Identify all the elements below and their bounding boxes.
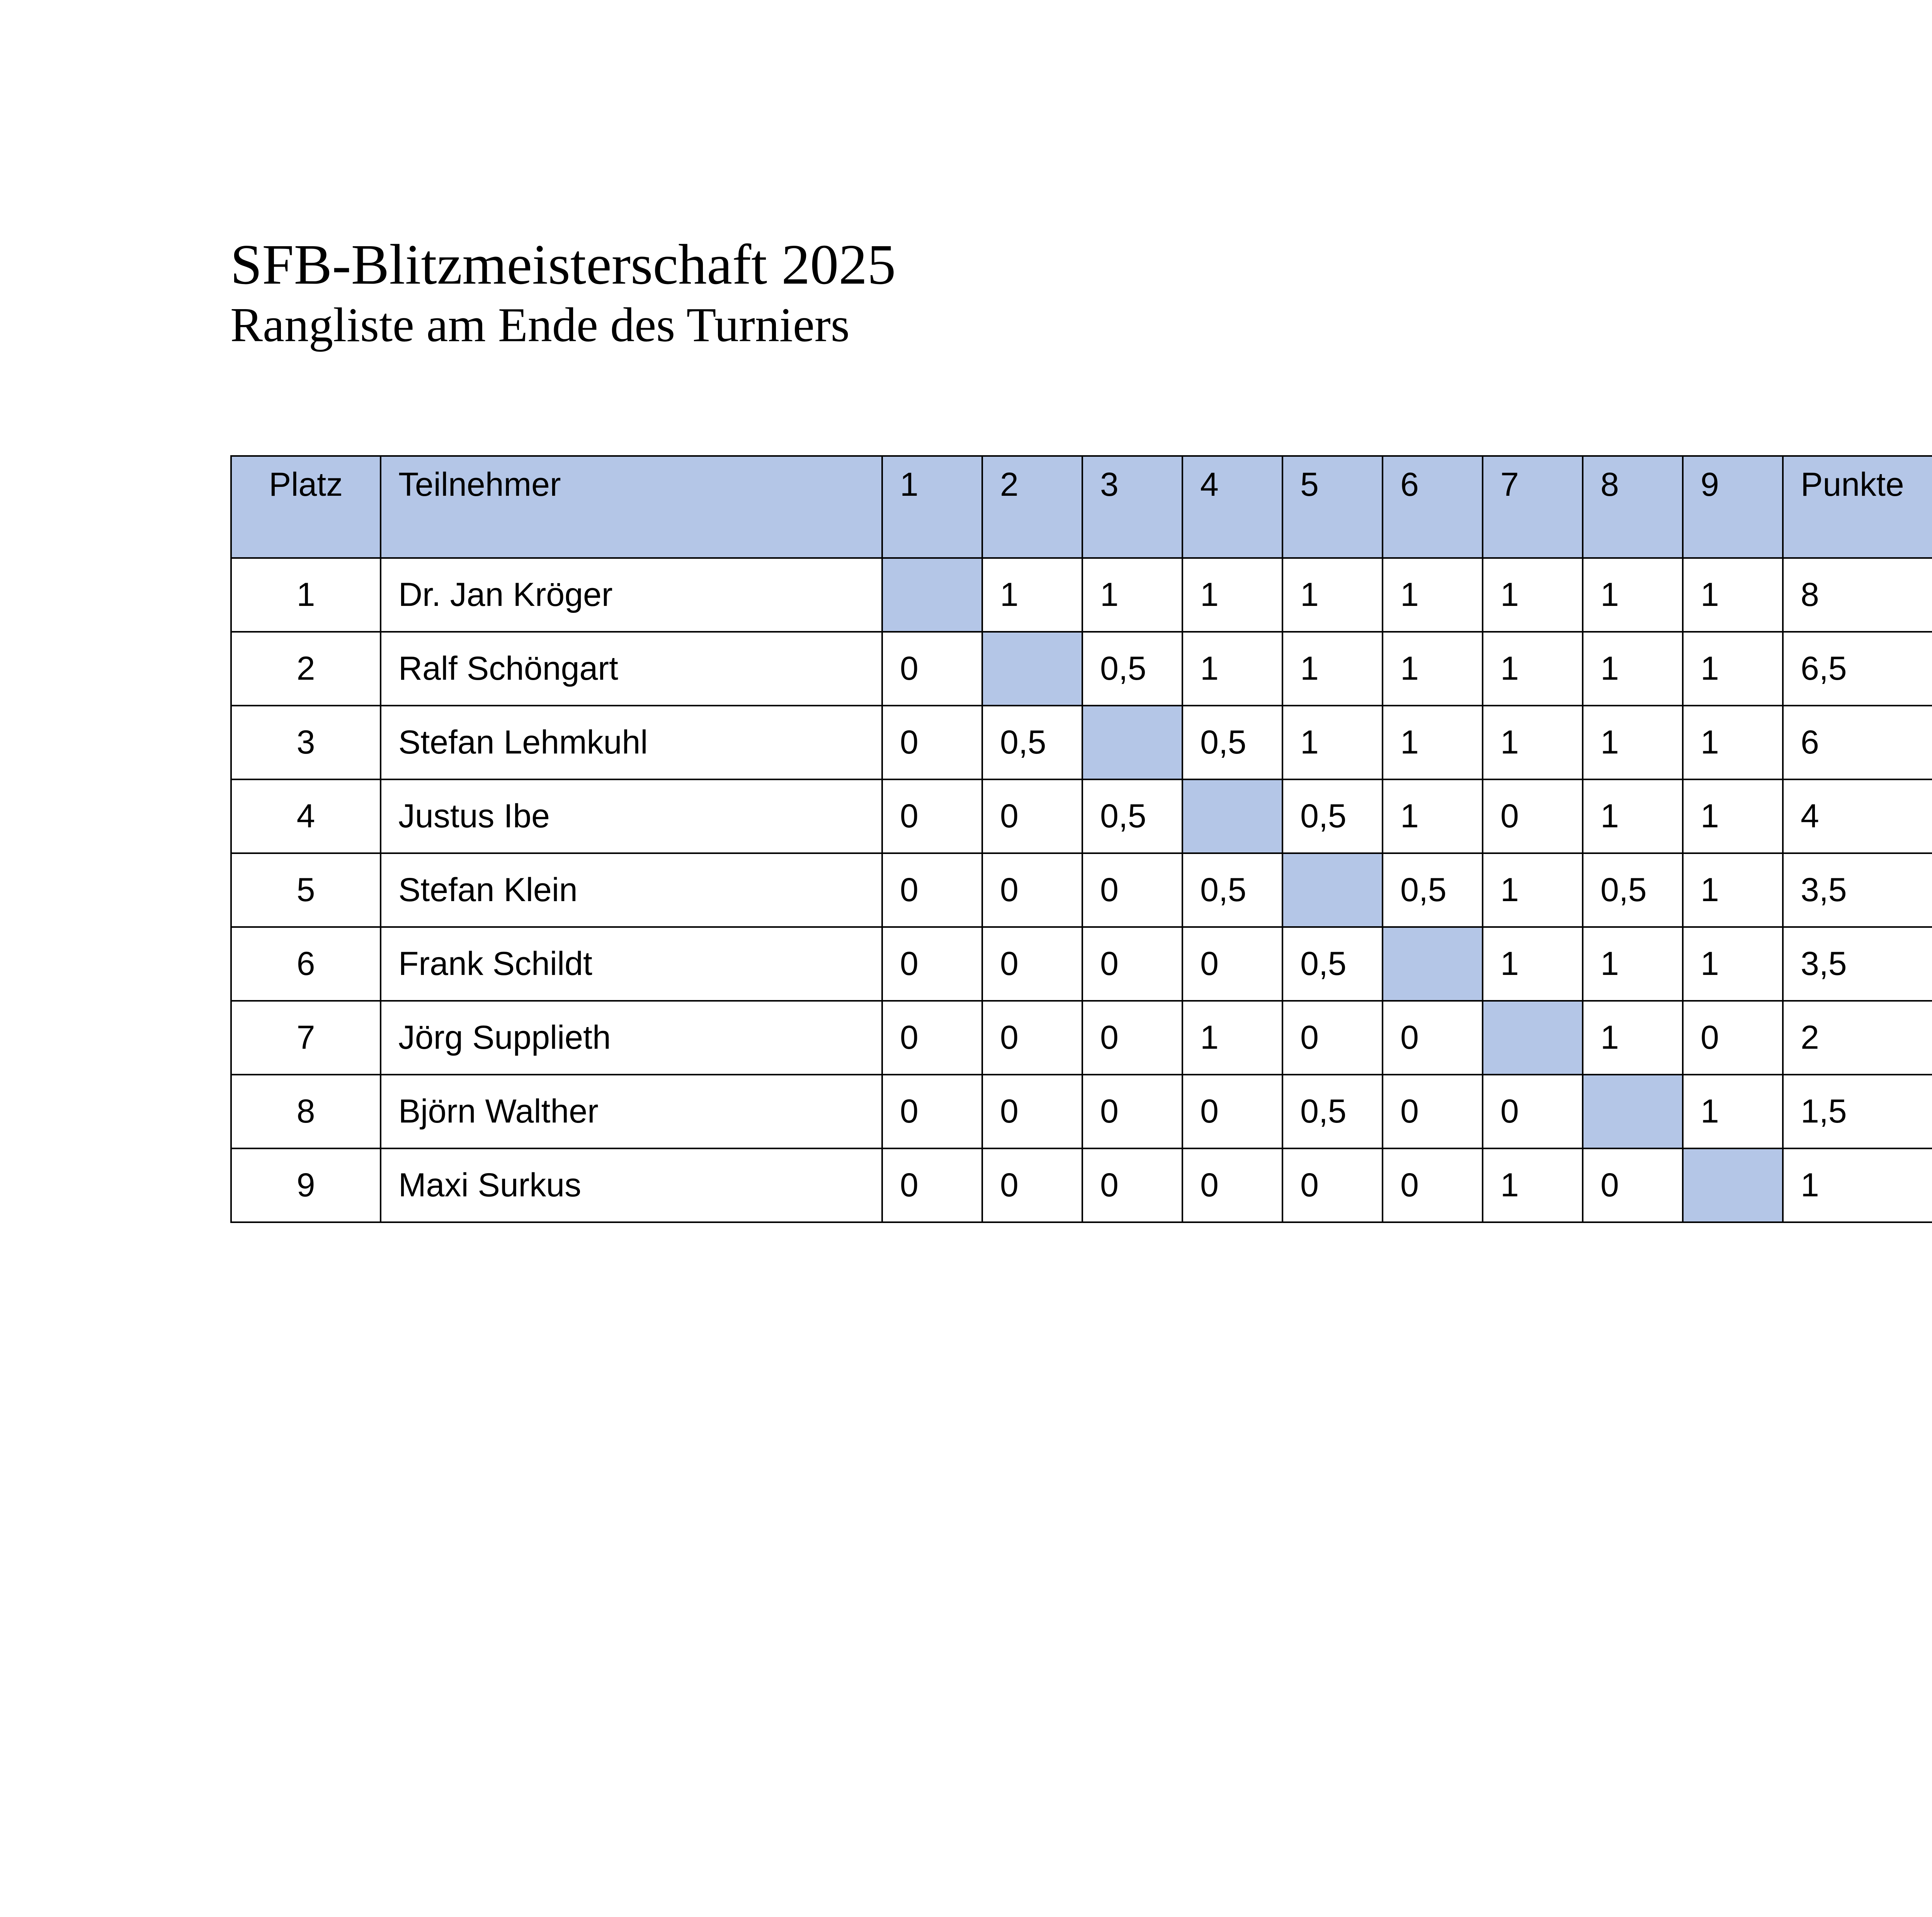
result-cell: 0 bbox=[882, 1001, 982, 1075]
result-cell: 0 bbox=[1082, 927, 1182, 1001]
diagonal-cell bbox=[1182, 779, 1282, 853]
result-cell: 0 bbox=[882, 632, 982, 706]
result-cell: 1 bbox=[1683, 706, 1783, 779]
result-cell: 0 bbox=[1182, 1148, 1282, 1222]
table-row bbox=[231, 853, 1932, 927]
result-cell: 0 bbox=[1583, 1148, 1683, 1222]
result-cell: 0 bbox=[1082, 1001, 1182, 1075]
result-cell: 0 bbox=[1483, 779, 1583, 853]
col-round-4-header: 4 bbox=[1182, 456, 1282, 558]
diagonal-cell bbox=[1483, 1001, 1583, 1075]
document-title: SFB-Blitzmeisterschaft 2025 bbox=[230, 233, 896, 296]
table-row bbox=[231, 927, 1932, 1001]
participant-cell: Maxi Surkus bbox=[381, 1148, 882, 1222]
table-row bbox=[231, 558, 1932, 632]
result-cell: 0,5 bbox=[1383, 853, 1483, 927]
table-row bbox=[231, 706, 1932, 779]
points-cell: 8 bbox=[1783, 558, 1932, 632]
participant-cell: Ralf Schöngart bbox=[381, 632, 882, 706]
place-cell: 9 bbox=[231, 1148, 381, 1222]
col-round-8-header: 8 bbox=[1583, 456, 1683, 558]
participant-cell: Justus Ibe bbox=[381, 779, 882, 853]
diagonal-cell bbox=[1282, 853, 1383, 927]
result-cell: 0,5 bbox=[1282, 779, 1383, 853]
result-cell: 0 bbox=[1483, 1075, 1583, 1148]
result-cell: 0 bbox=[882, 1148, 982, 1222]
result-cell: 1 bbox=[1282, 632, 1383, 706]
result-cell: 1 bbox=[1483, 853, 1583, 927]
result-cell: 0 bbox=[1082, 1075, 1182, 1148]
result-cell: 0 bbox=[1683, 1001, 1783, 1075]
table-body bbox=[231, 558, 1932, 1222]
col-round-7-header: 7 bbox=[1483, 456, 1583, 558]
result-cell: 1 bbox=[1483, 632, 1583, 706]
result-cell: 1 bbox=[1583, 927, 1683, 1001]
result-cell: 0 bbox=[1182, 927, 1282, 1001]
result-cell: 1 bbox=[1683, 632, 1783, 706]
points-cell: 1 bbox=[1783, 1148, 1932, 1222]
result-cell: 1 bbox=[1182, 632, 1282, 706]
result-cell: 1 bbox=[1383, 632, 1483, 706]
place-cell: 3 bbox=[231, 706, 381, 779]
result-cell: 1 bbox=[1683, 779, 1783, 853]
place-cell: 6 bbox=[231, 927, 381, 1001]
result-cell: 1 bbox=[1483, 706, 1583, 779]
participant-cell: Stefan Klein bbox=[381, 853, 882, 927]
place-cell: 4 bbox=[231, 779, 381, 853]
participant-cell: Stefan Lehmkuhl bbox=[381, 706, 882, 779]
result-cell: 0 bbox=[1383, 1001, 1483, 1075]
result-cell: 0 bbox=[882, 706, 982, 779]
result-cell: 1 bbox=[1683, 853, 1783, 927]
table-row bbox=[231, 1148, 1932, 1222]
result-cell: 1 bbox=[1583, 779, 1683, 853]
result-cell: 0 bbox=[1282, 1148, 1383, 1222]
participant-cell: Jörg Supplieth bbox=[381, 1001, 882, 1075]
header-row bbox=[231, 456, 1932, 558]
diagonal-cell bbox=[882, 558, 982, 632]
participant-cell: Björn Walther bbox=[381, 1075, 882, 1148]
result-cell: 0,5 bbox=[1282, 1075, 1383, 1148]
place-cell: 7 bbox=[231, 1001, 381, 1075]
result-cell: 0 bbox=[1082, 853, 1182, 927]
result-cell: 0,5 bbox=[1182, 706, 1282, 779]
points-cell: 2 bbox=[1783, 1001, 1932, 1075]
participant-cell: Dr. Jan Kröger bbox=[381, 558, 882, 632]
result-cell: 1 bbox=[1583, 1001, 1683, 1075]
points-cell: 3,5 bbox=[1783, 927, 1932, 1001]
result-cell: 1 bbox=[1583, 632, 1683, 706]
table-row bbox=[231, 1075, 1932, 1148]
place-cell: 8 bbox=[231, 1075, 381, 1148]
table-row bbox=[231, 1001, 1932, 1075]
result-cell: 0 bbox=[982, 1075, 1082, 1148]
result-cell: 1 bbox=[982, 558, 1082, 632]
result-cell: 0,5 bbox=[1082, 632, 1182, 706]
place-cell: 2 bbox=[231, 632, 381, 706]
col-round-6-header: 6 bbox=[1383, 456, 1483, 558]
result-cell: 0 bbox=[982, 927, 1082, 1001]
result-cell: 0,5 bbox=[982, 706, 1082, 779]
diagonal-cell bbox=[1082, 706, 1182, 779]
points-cell: 1,5 bbox=[1783, 1075, 1932, 1148]
result-cell: 0 bbox=[1383, 1148, 1483, 1222]
result-cell: 0,5 bbox=[1282, 927, 1383, 1001]
result-cell: 0 bbox=[1383, 1075, 1483, 1148]
result-cell: 0 bbox=[1282, 1001, 1383, 1075]
document-heading bbox=[230, 232, 896, 354]
result-cell: 0,5 bbox=[1182, 853, 1282, 927]
result-cell: 0 bbox=[882, 927, 982, 1001]
result-cell: 0 bbox=[1082, 1148, 1182, 1222]
points-cell: 6,5 bbox=[1783, 632, 1932, 706]
table-header bbox=[231, 456, 1932, 558]
diagonal-cell bbox=[1683, 1148, 1783, 1222]
document-subtitle: Rangliste am Ende des Turniers bbox=[230, 298, 850, 352]
col-round-3-header: 3 bbox=[1082, 456, 1182, 558]
result-cell: 1 bbox=[1583, 706, 1683, 779]
place-cell: 5 bbox=[231, 853, 381, 927]
col-round-5-header: 5 bbox=[1282, 456, 1383, 558]
result-cell: 1 bbox=[1683, 927, 1783, 1001]
result-cell: 0 bbox=[882, 853, 982, 927]
col-points-header: Punkte bbox=[1783, 456, 1932, 558]
result-cell: 1 bbox=[1182, 1001, 1282, 1075]
standings-table bbox=[230, 455, 1932, 1223]
result-cell: 1 bbox=[1282, 706, 1383, 779]
points-cell: 4 bbox=[1783, 779, 1932, 853]
result-cell: 0 bbox=[882, 779, 982, 853]
col-round-2-header: 2 bbox=[982, 456, 1082, 558]
result-cell: 1 bbox=[1383, 779, 1483, 853]
result-cell: 0 bbox=[982, 853, 1082, 927]
result-cell: 0 bbox=[982, 1001, 1082, 1075]
points-cell: 3,5 bbox=[1783, 853, 1932, 927]
result-cell: 1 bbox=[1483, 558, 1583, 632]
result-cell: 1 bbox=[1182, 558, 1282, 632]
result-cell: 0,5 bbox=[1082, 779, 1182, 853]
result-cell: 0 bbox=[1182, 1075, 1282, 1148]
participant-cell: Frank Schildt bbox=[381, 927, 882, 1001]
result-cell: 1 bbox=[1483, 1148, 1583, 1222]
result-cell: 1 bbox=[1683, 558, 1783, 632]
diagonal-cell bbox=[1583, 1075, 1683, 1148]
points-cell: 6 bbox=[1783, 706, 1932, 779]
col-round-1-header: 1 bbox=[882, 456, 982, 558]
result-cell: 1 bbox=[1483, 927, 1583, 1001]
result-cell: 1 bbox=[1383, 558, 1483, 632]
result-cell: 1 bbox=[1683, 1075, 1783, 1148]
result-cell: 1 bbox=[1082, 558, 1182, 632]
place-cell: 1 bbox=[231, 558, 381, 632]
result-cell: 0 bbox=[882, 1075, 982, 1148]
table-row bbox=[231, 632, 1932, 706]
diagonal-cell bbox=[982, 632, 1082, 706]
col-place-header: Platz bbox=[231, 456, 381, 558]
result-cell: 0,5 bbox=[1583, 853, 1683, 927]
result-cell: 1 bbox=[1383, 706, 1483, 779]
result-cell: 1 bbox=[1583, 558, 1683, 632]
result-cell: 0 bbox=[982, 1148, 1082, 1222]
diagonal-cell bbox=[1383, 927, 1483, 1001]
col-participant-header: Teilnehmer bbox=[381, 456, 882, 558]
result-cell: 0 bbox=[982, 779, 1082, 853]
result-cell: 1 bbox=[1282, 558, 1383, 632]
col-round-9-header: 9 bbox=[1683, 456, 1783, 558]
table-row bbox=[231, 779, 1932, 853]
